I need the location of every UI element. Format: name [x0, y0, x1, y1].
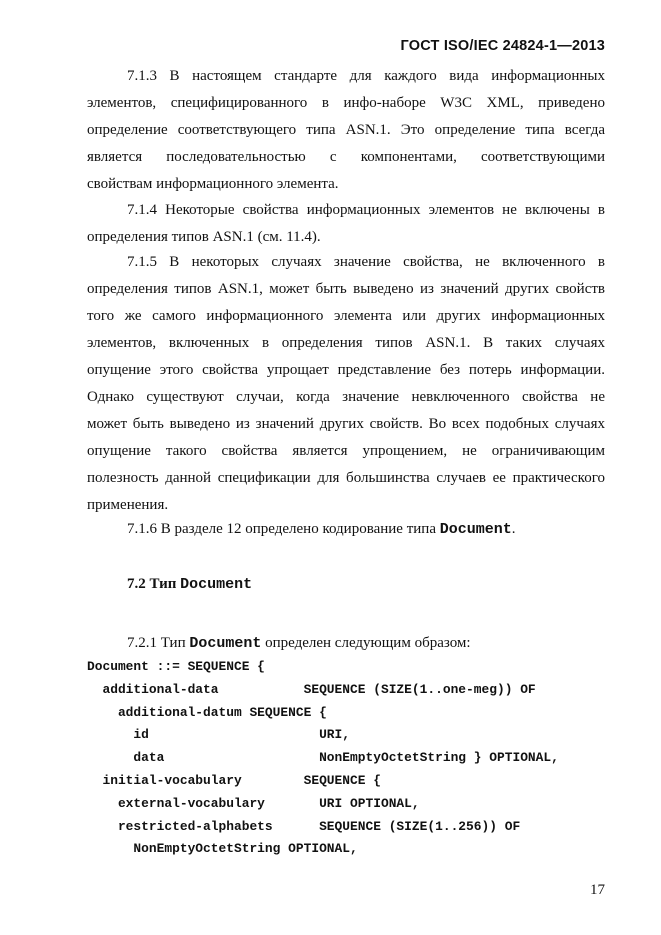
- code-line: additional-data SEQUENCE (SIZE(1..one-meg)) OF: [87, 681, 536, 697]
- paragraph-text: 7.2.1 Тип: [127, 635, 190, 651]
- text-line: определения типов ASN.1, может быть выведено из значений других свойств: [87, 281, 605, 297]
- text-line: является последовательностью с компонентами, соответствующими: [87, 149, 605, 165]
- text-line: 7.1.4 Некоторые свойства информационных элементов не включены в: [127, 202, 605, 218]
- type-name: Document: [180, 576, 253, 593]
- text-line: полезность данной спецификации для большинства случаев ее практического: [87, 470, 605, 486]
- paragraph-7-1-6: [87, 519, 605, 540]
- text-line: 7.1.5 В некоторых случаях значение свойства, не включенного в: [127, 254, 605, 270]
- document-header: ГОСТ ISO/IEC 24824-1—2013: [400, 38, 605, 54]
- type-name: Document: [439, 521, 512, 538]
- section-title: [87, 574, 605, 595]
- code-line: restricted-alphabets SEQUENCE (SIZE(1..256)) OF: [87, 818, 521, 834]
- paragraph-7-1-5: [87, 249, 605, 519]
- text-line: применения.: [87, 497, 169, 513]
- section-heading-7-2: [87, 574, 605, 595]
- paragraph-text: 7.1.6 В разделе 12 определено кодирование типа: [127, 521, 440, 537]
- code-line: Document ::= SEQUENCE {: [87, 659, 265, 674]
- text-line: опущение такого свойства является упрощением, не ограничивающим: [87, 443, 605, 459]
- page-number: 17: [590, 882, 605, 898]
- text-line: того же самого информационного элемента или других информационных: [87, 308, 605, 324]
- text-line: может быть выведено из значений других свойств. Во всех подобных случаях: [87, 416, 605, 432]
- paragraph-7-1-4: [87, 197, 605, 251]
- text-line: определение соответствующего типа ASN.1. Это определение типа всегда: [87, 122, 605, 138]
- paragraph-7-1-3: [87, 63, 605, 198]
- code-line: additional-datum SEQUENCE {: [87, 704, 327, 720]
- text-line: свойствам информационного элемента.: [87, 176, 339, 192]
- text-line: элементов, включенных в определения типов ASN.1. В таких случаях: [87, 335, 605, 351]
- paragraph-text: .: [511, 521, 516, 537]
- code-line: data NonEmptyOctetString } OPTIONAL,: [87, 750, 559, 766]
- text-line: [87, 519, 605, 540]
- text-line: определения типов ASN.1 (см. 11.4).: [87, 229, 321, 245]
- section-number: 7.2 Тип: [127, 576, 181, 592]
- type-name: Document: [189, 635, 262, 652]
- code-line: id URI,: [87, 727, 351, 743]
- code-line: external-vocabulary URI OPTIONAL,: [87, 795, 420, 811]
- asn1-code-block: [87, 656, 559, 861]
- text-line: 7.1.3 В настоящем стандарте для каждого вида информационных: [127, 68, 605, 84]
- paragraph-text: определен следующим образом:: [261, 635, 471, 651]
- text-line: опущение этого свойства упрощает представление без потерь информации.: [87, 362, 605, 378]
- paragraph-7-2-1: [87, 633, 605, 654]
- text-line: [87, 633, 605, 654]
- code-line: initial-vocabulary SEQUENCE {: [87, 772, 381, 788]
- text-line: элементов, специфицированного в инфо-наборе W3C XML, приведено: [87, 95, 605, 111]
- text-line: Однако существуют случаи, когда значение невключенного свойства не: [87, 389, 605, 405]
- code-line: NonEmptyOctetString OPTIONAL,: [87, 841, 358, 857]
